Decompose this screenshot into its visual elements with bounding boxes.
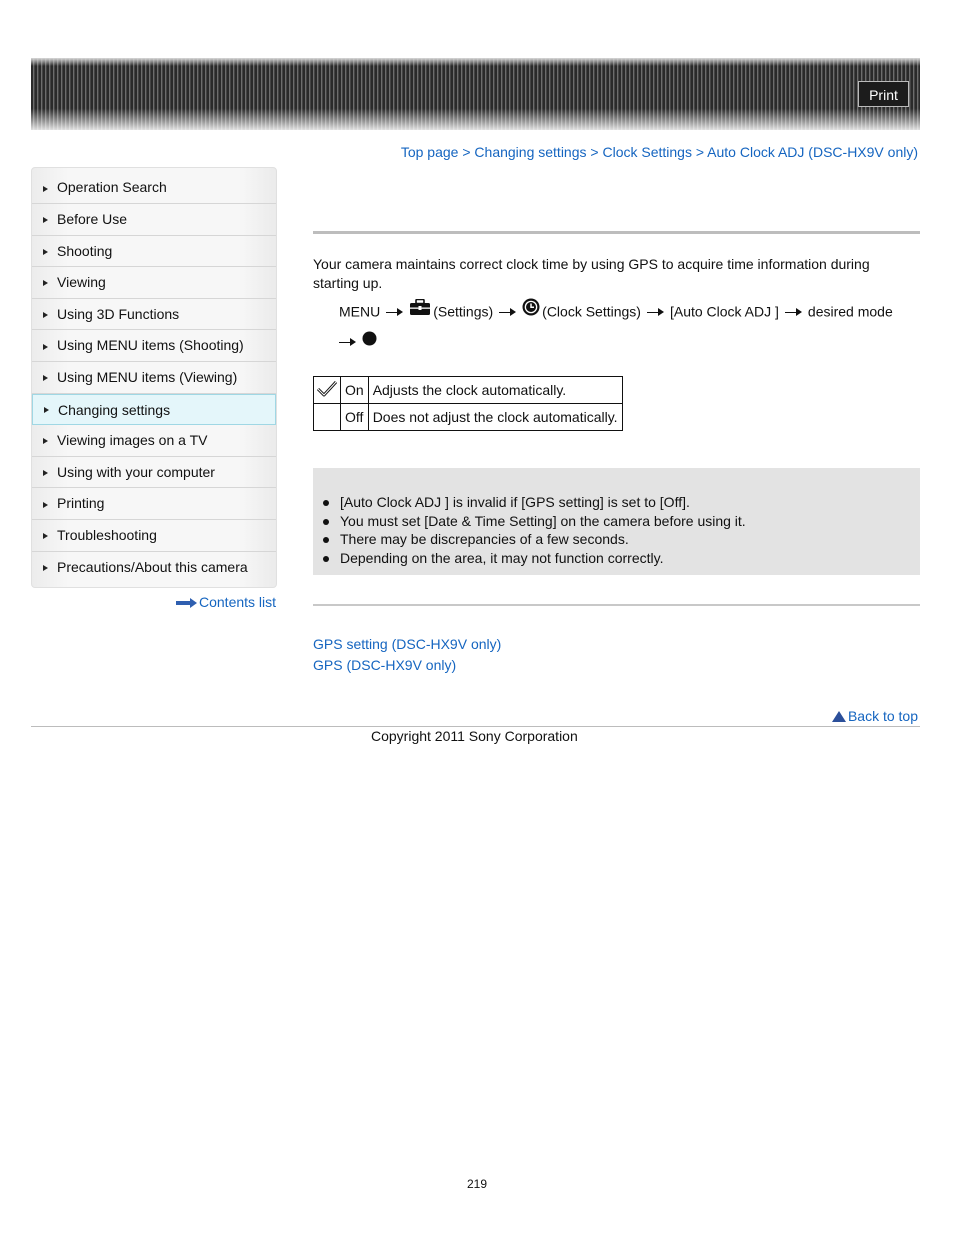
arrow-up-icon <box>832 711 846 722</box>
back-to-top-label: Back to top <box>847 708 918 724</box>
checkmark-icon <box>316 385 338 401</box>
toolbox-settings-icon <box>409 298 431 324</box>
related-link-gps[interactable]: GPS (DSC-HX9V only) <box>313 657 457 673</box>
breadcrumb-separator: > <box>462 144 471 160</box>
sidebar-item-label: Viewing <box>57 274 106 291</box>
breadcrumb-separator: > <box>590 144 599 160</box>
step-menu: MENU <box>339 303 381 320</box>
print-button[interactable]: Print <box>858 81 909 107</box>
list-item: Depending on the area, it may not function correctly. <box>323 549 746 568</box>
clock-icon <box>522 298 540 324</box>
list-item: There may be discrepancies of a few seconds. <box>323 530 746 549</box>
sidebar-item-changing-settings[interactable] <box>32 394 276 426</box>
sidebar-item-precautions[interactable] <box>32 552 276 584</box>
arrow-right-icon <box>339 338 356 346</box>
header-bar <box>31 58 920 130</box>
list-item: [Auto Clock ADJ ] is invalid if [GPS setting] is set to [Off]. <box>323 493 746 512</box>
contents-list-link[interactable] <box>176 594 276 610</box>
arrow-right-icon <box>785 308 802 316</box>
arrow-right-icon <box>43 217 48 223</box>
arrow-right-icon <box>499 308 516 316</box>
option-name: Off <box>341 404 369 431</box>
menu-steps <box>339 298 919 358</box>
sidebar-item-viewing[interactable] <box>32 267 276 299</box>
sidebar-item-troubleshooting[interactable] <box>32 520 276 552</box>
sidebar-item-label: Precautions/About this camera <box>57 558 248 575</box>
sidebar-item-label: Shooting <box>57 242 113 259</box>
step-settings: (Settings) <box>433 303 494 320</box>
table-row <box>314 404 623 431</box>
back-to-top-link[interactable] <box>832 708 918 724</box>
arrow-right-icon <box>43 533 48 539</box>
related-link-gps-setting[interactable]: GPS setting (DSC-HX9V only) <box>313 636 502 652</box>
sidebar-item-label: Using with your computer <box>57 463 215 480</box>
sidebar-item-computer[interactable] <box>32 457 276 489</box>
title-divider <box>313 231 920 234</box>
breadcrumb-clock-settings[interactable]: Clock Settings <box>602 144 692 160</box>
sidebar-item-label: Using MENU items (Viewing) <box>57 368 238 385</box>
sidebar-item-operation-search[interactable] <box>32 168 276 204</box>
default-check-cell <box>314 377 341 404</box>
sidebar-item-label: Using 3D Functions <box>57 305 180 322</box>
breadcrumb-separator: > <box>695 144 705 160</box>
sidebar-item-label: Troubleshooting <box>57 526 157 543</box>
sidebar-nav <box>31 167 277 588</box>
step-desired-mode: desired mode <box>807 303 893 320</box>
arrow-right-icon <box>43 186 48 192</box>
sidebar-item-printing[interactable] <box>32 488 276 520</box>
footer-divider <box>31 726 920 727</box>
related-divider <box>313 604 920 606</box>
arrow-right-icon <box>43 249 48 255</box>
related-links <box>313 634 501 676</box>
sidebar-item-label: Before Use <box>57 211 128 227</box>
breadcrumb <box>401 144 918 160</box>
sidebar-item-shooting[interactable] <box>32 236 276 268</box>
table-row <box>314 377 623 404</box>
sidebar-item-label: Viewing images on a TV <box>57 432 208 449</box>
sidebar-item-viewing-tv[interactable] <box>32 425 276 457</box>
arrow-right-icon <box>43 375 48 381</box>
arrow-right-icon <box>43 312 48 318</box>
arrow-right-icon <box>647 308 664 316</box>
breadcrumb-top-page[interactable]: Top page <box>400 144 459 160</box>
copyright-text: Copyright 2011 Sony Corporation <box>371 728 578 744</box>
arrow-right-icon <box>43 280 48 286</box>
breadcrumb-current-page[interactable]: Auto Clock ADJ (DSC-HX9V only) <box>707 144 918 160</box>
sidebar-item-label: Changing settings <box>58 401 171 418</box>
sidebar-item-label: Using MENU items (Shooting) <box>57 337 244 354</box>
notes-list <box>323 493 746 568</box>
breadcrumb-changing-settings[interactable]: Changing settings <box>474 144 587 160</box>
arrow-right-icon <box>43 565 48 571</box>
empty-check-cell <box>314 404 341 431</box>
page-number: 219 <box>466 1177 488 1191</box>
step-auto-clock: [Auto Clock ADJ ] <box>669 303 779 320</box>
option-description: Adjusts the clock automatically. <box>368 377 622 404</box>
arrow-right-icon <box>43 470 48 476</box>
arrow-right-icon <box>386 308 403 316</box>
sidebar-item-label: Printing <box>57 495 105 512</box>
arrow-right-icon <box>176 599 197 607</box>
sidebar-item-3d-functions[interactable] <box>32 299 276 331</box>
sidebar-item-before-use[interactable] <box>32 204 276 236</box>
list-item: You must set [Date & Time Setting] on the camera before using it. <box>323 512 746 531</box>
step-clock-settings: (Clock Settings) <box>542 303 641 320</box>
arrow-right-icon <box>43 344 48 350</box>
sidebar-item-label: Operation Search <box>57 179 167 195</box>
option-name: On <box>341 377 369 404</box>
option-description: Does not adjust the clock automatically. <box>368 404 622 431</box>
confirm-dot-icon <box>362 328 377 354</box>
intro-text: Your camera maintains correct clock time by using GPS to acquire time information during starting up. <box>313 256 870 291</box>
sidebar-item-menu-viewing[interactable] <box>32 362 276 394</box>
sidebar-item-menu-shooting[interactable] <box>32 330 276 362</box>
arrow-right-icon <box>43 502 48 508</box>
notes-box <box>313 468 920 575</box>
contents-list-label: Contents list <box>199 594 277 610</box>
arrow-right-icon <box>43 438 48 444</box>
options-table <box>313 376 623 431</box>
arrow-right-icon <box>44 407 49 413</box>
